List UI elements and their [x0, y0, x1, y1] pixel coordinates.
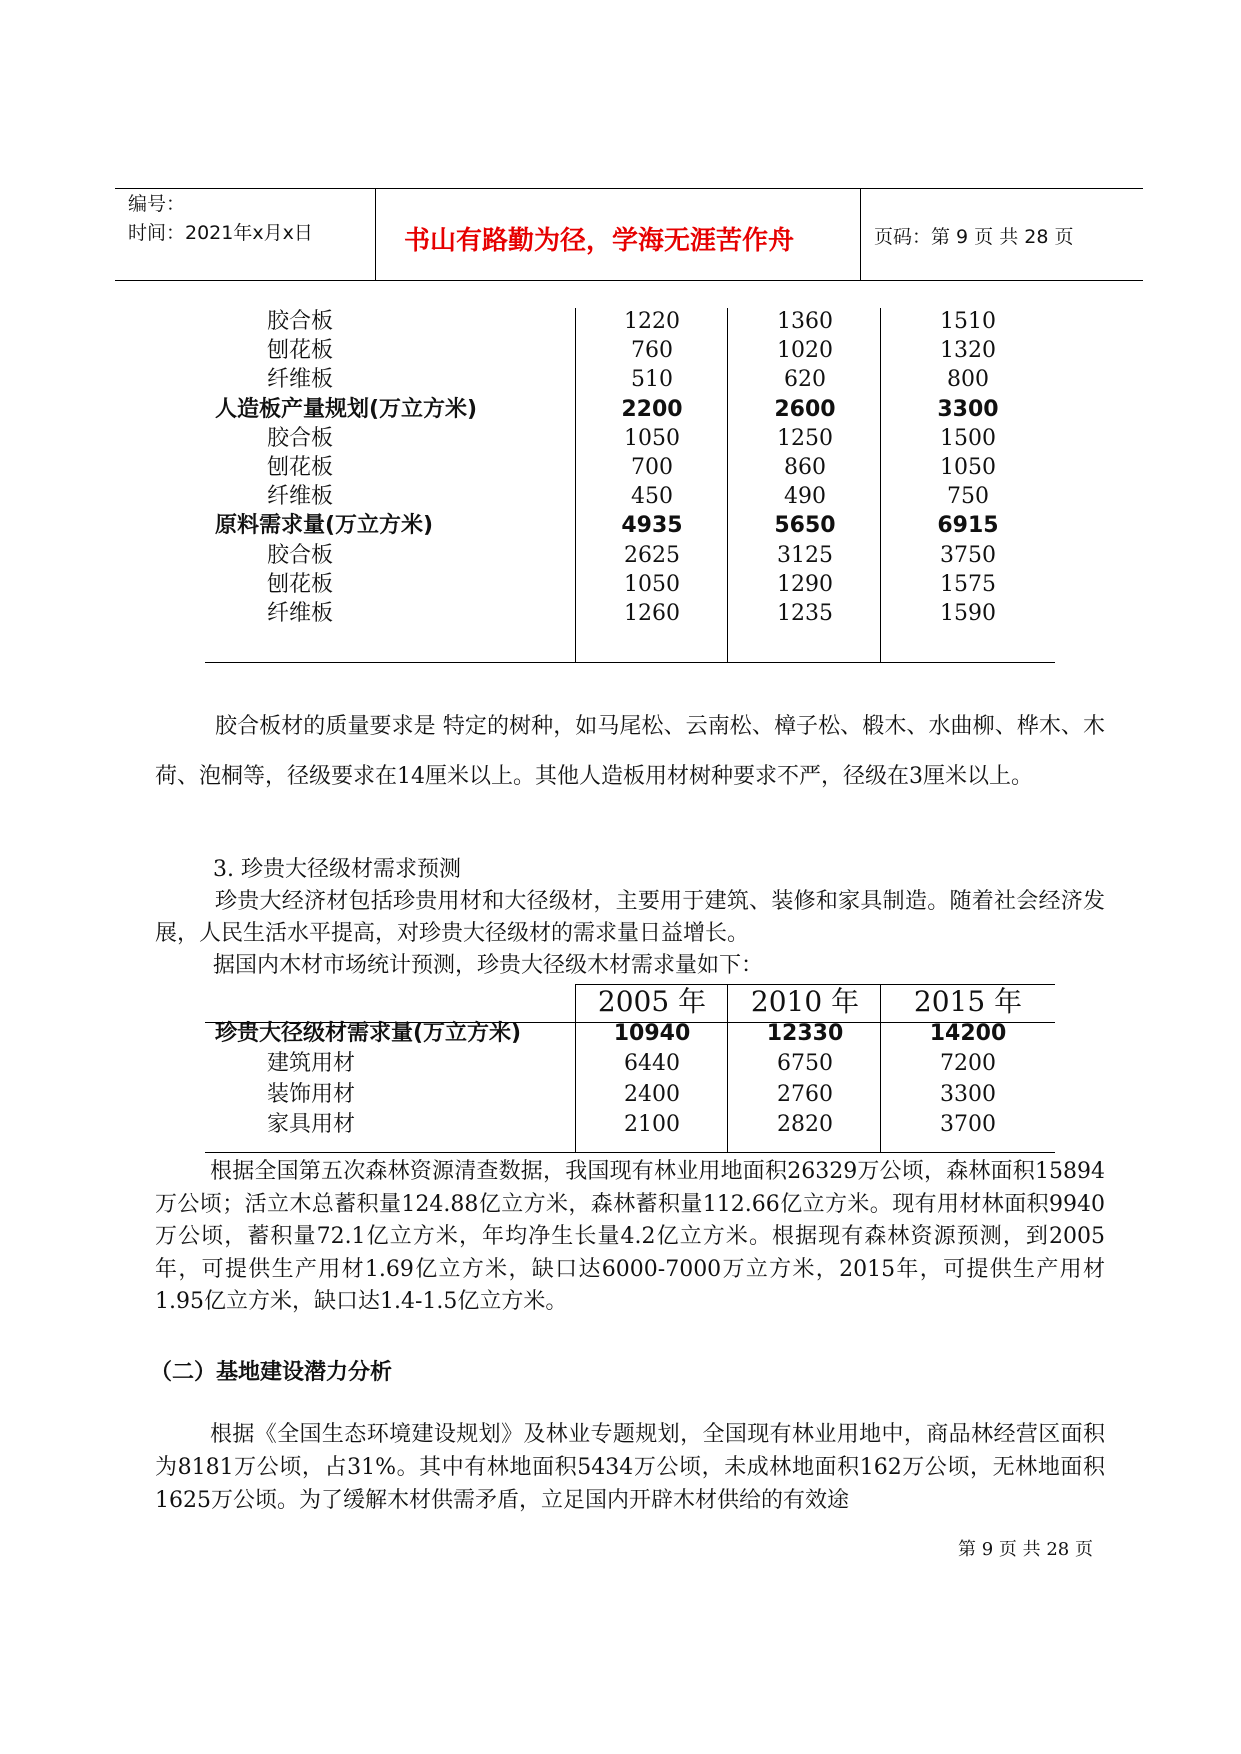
table-row — [205, 423, 1055, 455]
table-cell: 1320 — [940, 338, 996, 364]
header-top-rule — [115, 188, 1143, 189]
paragraph: 胶合板材的质量要求是 特定的树种，如马尾松、云南松、樟子松、椴木、水曲柳、桦木、木荷、泡桐等，径级要求在14厘米以上。其他人造板用材树种要求不严，径级在3厘米以上。 — [155, 714, 1105, 789]
table-cell: 1250 — [777, 425, 833, 451]
header-divider — [860, 188, 861, 280]
table-row — [205, 394, 1055, 426]
table-row — [205, 1018, 1055, 1050]
table-cell: 3125 — [777, 542, 833, 568]
table-cell: 1050 — [940, 455, 996, 480]
paragraph: 根据全国第五次森林资源清查数据，我国现有林业用地面积26329万公顷，森林面积15894万公顷；活立木总蓄积量124.88亿立方米，森林蓄积量112.66亿立方米。现有用材林面积9940万公顷，蓄积量72.1亿立方米，年均净生长量4.2亿立方米。根据现有森林资源预测，到2005年，可提供生产用材1.69亿立方米，缺口达6000-7000万立方米，2015年，可提供生产用材1.95亿立方米，缺口达1.4-1.5亿立方米。 — [155, 1159, 1105, 1314]
row-label: 胶合板 — [267, 309, 334, 334]
year-header: 2015 年 — [913, 985, 1023, 1018]
table-cell: 700 — [631, 455, 673, 480]
table-cell: 12330 — [766, 1021, 844, 1046]
table-cell: 760 — [631, 338, 673, 364]
table-cell: 2200 — [621, 396, 683, 422]
table-row — [205, 364, 1055, 396]
precious-timber-table — [205, 984, 1055, 1156]
paragraph: 珍贵大经济材包括珍贵用材和大径级材，主要用于建筑、装修和家具制造。随着社会经济发展，人民生活水平提高，对珍贵大径级材的需求量日益增长。 — [155, 889, 1105, 946]
table-cell: 1050 — [624, 425, 680, 451]
table-cell: 5650 — [774, 513, 836, 539]
table-cell: 1590 — [940, 601, 996, 626]
row-label: 人造板产量规划(万立方米) — [215, 396, 478, 422]
table-cell: 860 — [784, 455, 826, 480]
table-cell: 2100 — [624, 1111, 680, 1137]
table-row — [205, 510, 1055, 542]
production-table — [205, 308, 1055, 666]
table-cell: 620 — [784, 367, 826, 393]
table-cell: 1575 — [940, 571, 996, 597]
section-heading: （二）基地建设潜力分析 — [150, 1360, 393, 1385]
table-cell: 6750 — [777, 1051, 833, 1077]
table-cell: 1020 — [777, 338, 833, 364]
row-label: 家具用材 — [267, 1111, 356, 1137]
table-cell: 1290 — [777, 571, 833, 597]
table-row — [205, 598, 1055, 630]
header-divider — [375, 188, 376, 280]
row-label: 纤维板 — [267, 367, 334, 393]
page-footer: 第 9 页 共 28 页 — [958, 1539, 1093, 1560]
year-header: 2005 年 — [597, 985, 707, 1018]
paragraph: 据国内木材市场统计预测，珍贵大径级木材需求量如下： — [213, 953, 764, 978]
table-cell: 800 — [947, 367, 989, 393]
table-cell: 1050 — [624, 571, 680, 597]
table-row — [205, 540, 1055, 572]
time-label: 时间：2021年x月x日 — [128, 222, 313, 244]
table-row — [205, 335, 1055, 367]
table-cell: 6915 — [937, 513, 999, 539]
table-cell: 1360 — [777, 309, 833, 334]
table-row — [205, 481, 1055, 513]
row-label: 胶合板 — [267, 542, 334, 568]
row-label: 建筑用材 — [267, 1051, 356, 1077]
table-cell: 2625 — [624, 542, 680, 568]
table-cell: 2400 — [624, 1081, 680, 1107]
paragraph: 根据《全国生态环境建设规划》及林业专题规划，全国现有林业用地中，商品林经营区面积为8181万公顷，占31%。其中有林地面积5434万公顷，未成林地面积162万公顷，无林地面积1625万公顷。为了缓解木材供需矛盾，立足国内开辟木材供给的有效途 — [155, 1422, 1105, 1513]
row-label: 装饰用材 — [267, 1081, 356, 1107]
row-label: 刨花板 — [267, 338, 334, 364]
row-label: 胶合板 — [267, 425, 334, 451]
row-label: 刨花板 — [267, 455, 334, 480]
table-cell: 10940 — [613, 1021, 691, 1046]
row-label: 原料需求量(万立方米) — [215, 513, 434, 539]
row-label: 纤维板 — [267, 601, 334, 626]
table-row — [205, 306, 1055, 338]
table-cell: 7200 — [940, 1051, 996, 1077]
table-cell: 4935 — [621, 513, 683, 539]
row-label: 刨花板 — [267, 571, 334, 597]
table-row — [205, 1109, 1055, 1141]
table-row — [205, 452, 1055, 484]
year-header: 2010 年 — [750, 985, 860, 1018]
table-cell: 2820 — [777, 1111, 833, 1137]
header-bottom-rule — [115, 280, 1143, 281]
table-row — [205, 1048, 1055, 1080]
row-label: 珍贵大径级材需求量(万立方米) — [215, 1021, 522, 1046]
table-cell: 3300 — [937, 396, 999, 422]
table-cell: 750 — [947, 484, 989, 510]
table-cell: 1260 — [624, 601, 680, 626]
table-row — [205, 1079, 1055, 1111]
row-label: 纤维板 — [267, 484, 334, 510]
table-cell: 1510 — [940, 309, 996, 334]
table-bottom-rule — [205, 662, 1055, 663]
table-cell: 2600 — [774, 396, 836, 422]
table-cell: 6440 — [624, 1051, 680, 1077]
table-cell: 450 — [631, 484, 673, 510]
table-cell: 14200 — [929, 1021, 1007, 1046]
table-bottom-rule — [205, 1152, 1055, 1153]
table-cell: 1235 — [777, 601, 833, 626]
table-cell: 3750 — [940, 542, 996, 568]
serial-label: 编号： — [128, 193, 186, 215]
table-cell: 3700 — [940, 1111, 996, 1137]
motto: 书山有路勤为径，学海无涯苦作舟 — [404, 226, 795, 256]
table-cell: 2760 — [777, 1081, 833, 1107]
section-title: 3. 珍贵大径级材需求预测 — [213, 857, 461, 882]
table-cell: 490 — [784, 484, 826, 510]
table-cell: 1220 — [624, 309, 680, 334]
table-cell: 3300 — [940, 1081, 996, 1107]
page-label: 页码：第 9 页 共 28 页 — [874, 226, 1074, 248]
table-cell: 510 — [631, 367, 673, 393]
table-row — [205, 569, 1055, 601]
table-cell: 1500 — [940, 425, 996, 451]
